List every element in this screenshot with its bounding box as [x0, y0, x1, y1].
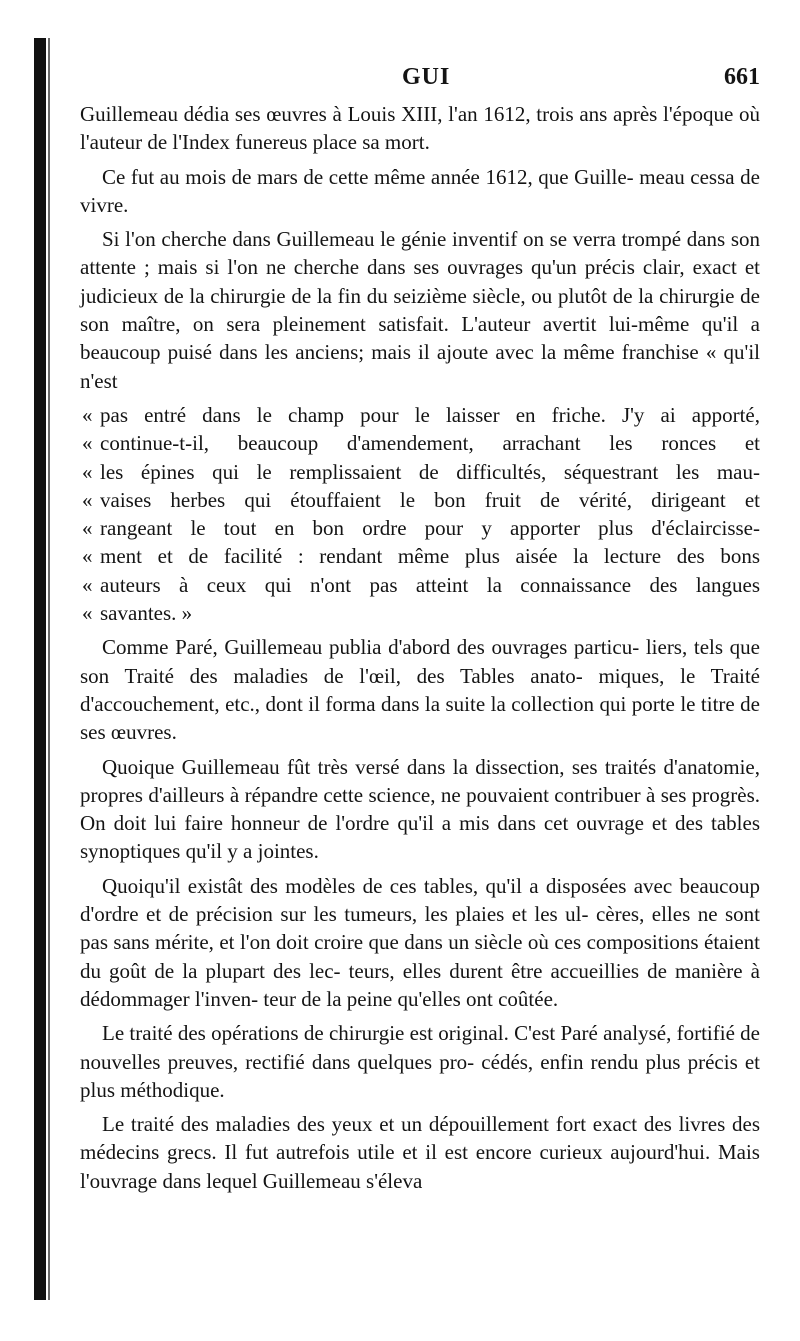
quote-line [80, 486, 760, 514]
paragraph [80, 225, 760, 395]
text-line: Comme Paré, Guillemeau publia d'abord des ouvrages particu- [102, 635, 646, 660]
book-page [80, 60, 760, 1201]
text-line: la collection qui porte le titre de ses œuvres. [80, 691, 760, 745]
paragraph [80, 1110, 760, 1195]
quote-line [80, 429, 760, 457]
text-line: curieux aujourd'hui. Mais l'ouvrage dans lequel Guillemeau s'éleva [80, 1140, 760, 1193]
text-line: miques, le Traité d'accouchement, etc., dont il forma dans la suite [80, 663, 760, 716]
text-line: meau cessa de vivre. [80, 164, 760, 217]
text-line: des livres des médecins grecs. Il fut autrefois utile et il est encore [80, 1112, 760, 1165]
text-line: cères, elles ne sont pas sans mérite, et l'on doit croire que dans un [80, 902, 760, 955]
text-line: beaucoup d'ordre et de précision sur les tumeurs, les plaies et les ul- [80, 873, 760, 927]
quote-line [80, 458, 760, 486]
text-line: Le traité des opérations de chirurgie est original. C'est Paré [102, 1021, 604, 1046]
text-line: après l'époque où l'auteur de l'Index funereus place sa mort. [80, 102, 760, 155]
text-line: analysé, fortifié de nouvelles preuves, rectifié dans quelques pro- [80, 1021, 761, 1074]
text-line: trompé dans son attente ; mais si l'on ne cherche dans ses ouvrages [80, 227, 761, 280]
text-line: teurs, elles durent être accueillies de manière à dédommager l'inven- [80, 958, 760, 1011]
page-spine-edge [48, 38, 50, 1300]
quote-mark: « [82, 431, 93, 456]
text-line: contribuer à ses progrès. On doit lui faire honneur de l'ordre [80, 782, 760, 836]
text-line: liers, tels que son Traité des maladies de l'œil, des Tables anato- [80, 635, 760, 688]
text-line: Guillemeau dédia ses œuvres à Louis XIII, l'an 1612, trois ans [80, 102, 614, 126]
text-line: Si l'on cherche dans Guillemeau le génie inventif on se verra [102, 227, 622, 252]
quote-mark: « [82, 516, 93, 541]
quote-line [80, 401, 760, 429]
text-line: seizième siècle, ou plutôt de la chirurgie de son maître, on sera [80, 283, 761, 337]
page-spine-shadow [34, 38, 46, 1300]
quote-line [80, 599, 760, 627]
quote-line-text: savantes. » [100, 601, 193, 626]
quote-mark: « [82, 402, 93, 427]
quote-mark: « [82, 601, 93, 626]
paragraph [80, 1019, 760, 1104]
text-line: Quoiqu'il existât des modèles de ces tables, qu'il a disposées avec [102, 873, 680, 898]
quote-line [80, 571, 760, 599]
text-line: Le traité des maladies des yeux et un dépouillement fort exact [102, 1112, 644, 1137]
running-title: GUI [402, 64, 451, 90]
quote-line-text: continue-t-il, beaucoup d'amendement, arrachant les ronces et [100, 431, 760, 456]
text-line: jointes. [257, 839, 319, 864]
quote-line-text: pas entré dans le champ pour le laisser en friche. J'y ai apporté, [100, 402, 760, 427]
paragraph [80, 100, 760, 157]
text-line: dans les anciens; mais il ajoute avec la même franchise « qu'il n'est [80, 340, 760, 393]
quote-line-text: auteurs à ceux qui n'ont pas atteint la connaissance des langues [100, 572, 760, 597]
quote-line-text: rangeant le tout en bon ordre pour y apporter plus d'éclaircisse- [100, 516, 760, 541]
quote-line [80, 514, 760, 542]
text-line: cédés, enfin rendu plus précis et plus méthodique. [80, 1049, 761, 1102]
text-line: d'anatomie, propres d'ailleurs à répandre cette science, ne pouvaient [80, 754, 760, 807]
quote-mark: « [82, 544, 93, 569]
quote-line-text: ment et de facilité : rendant même plus aisée la lecture des bons [100, 544, 760, 569]
paragraph [80, 872, 760, 1013]
quote-line-text: les épines qui le remplissaient de difficultés, séquestrant les mau- [100, 459, 760, 484]
quote-mark: « [82, 572, 93, 597]
quote-line-text: vaises herbes qui étouffaient le bon fruit de vérité, dirigeant et [100, 487, 760, 512]
text-line: teur de la peine qu'elles ont coûtée. [263, 986, 559, 1011]
quote-mark: « [82, 459, 93, 484]
text-line: Ce fut au mois de mars de cette même année 1612, que Guille- [102, 164, 640, 189]
quote-line [80, 542, 760, 570]
page-number: 661 [724, 64, 760, 90]
text-line: Quoique Guillemeau fût très versé dans la dissection, ses traités [102, 754, 664, 779]
text-line: pleinement satisfait. L'auteur avertit lui-même qu'il a beaucoup puisé [80, 312, 760, 365]
paragraph [80, 753, 760, 866]
paragraph [80, 633, 760, 746]
body-text [80, 100, 760, 1195]
paragraph [80, 163, 760, 220]
quote-mark: « [82, 487, 93, 512]
text-line: qu'un précis clair, exact et judicieux de la chirurgie de la fin du [80, 255, 761, 308]
text-line: qu'il a mis dans cet ouvrage et des tables synoptiques qu'il y a [80, 811, 760, 864]
text-line: siècle où ces compositions étaient du goût de la plupart des lec- [80, 930, 760, 983]
running-header [80, 60, 760, 100]
quoted-passage [80, 401, 760, 627]
